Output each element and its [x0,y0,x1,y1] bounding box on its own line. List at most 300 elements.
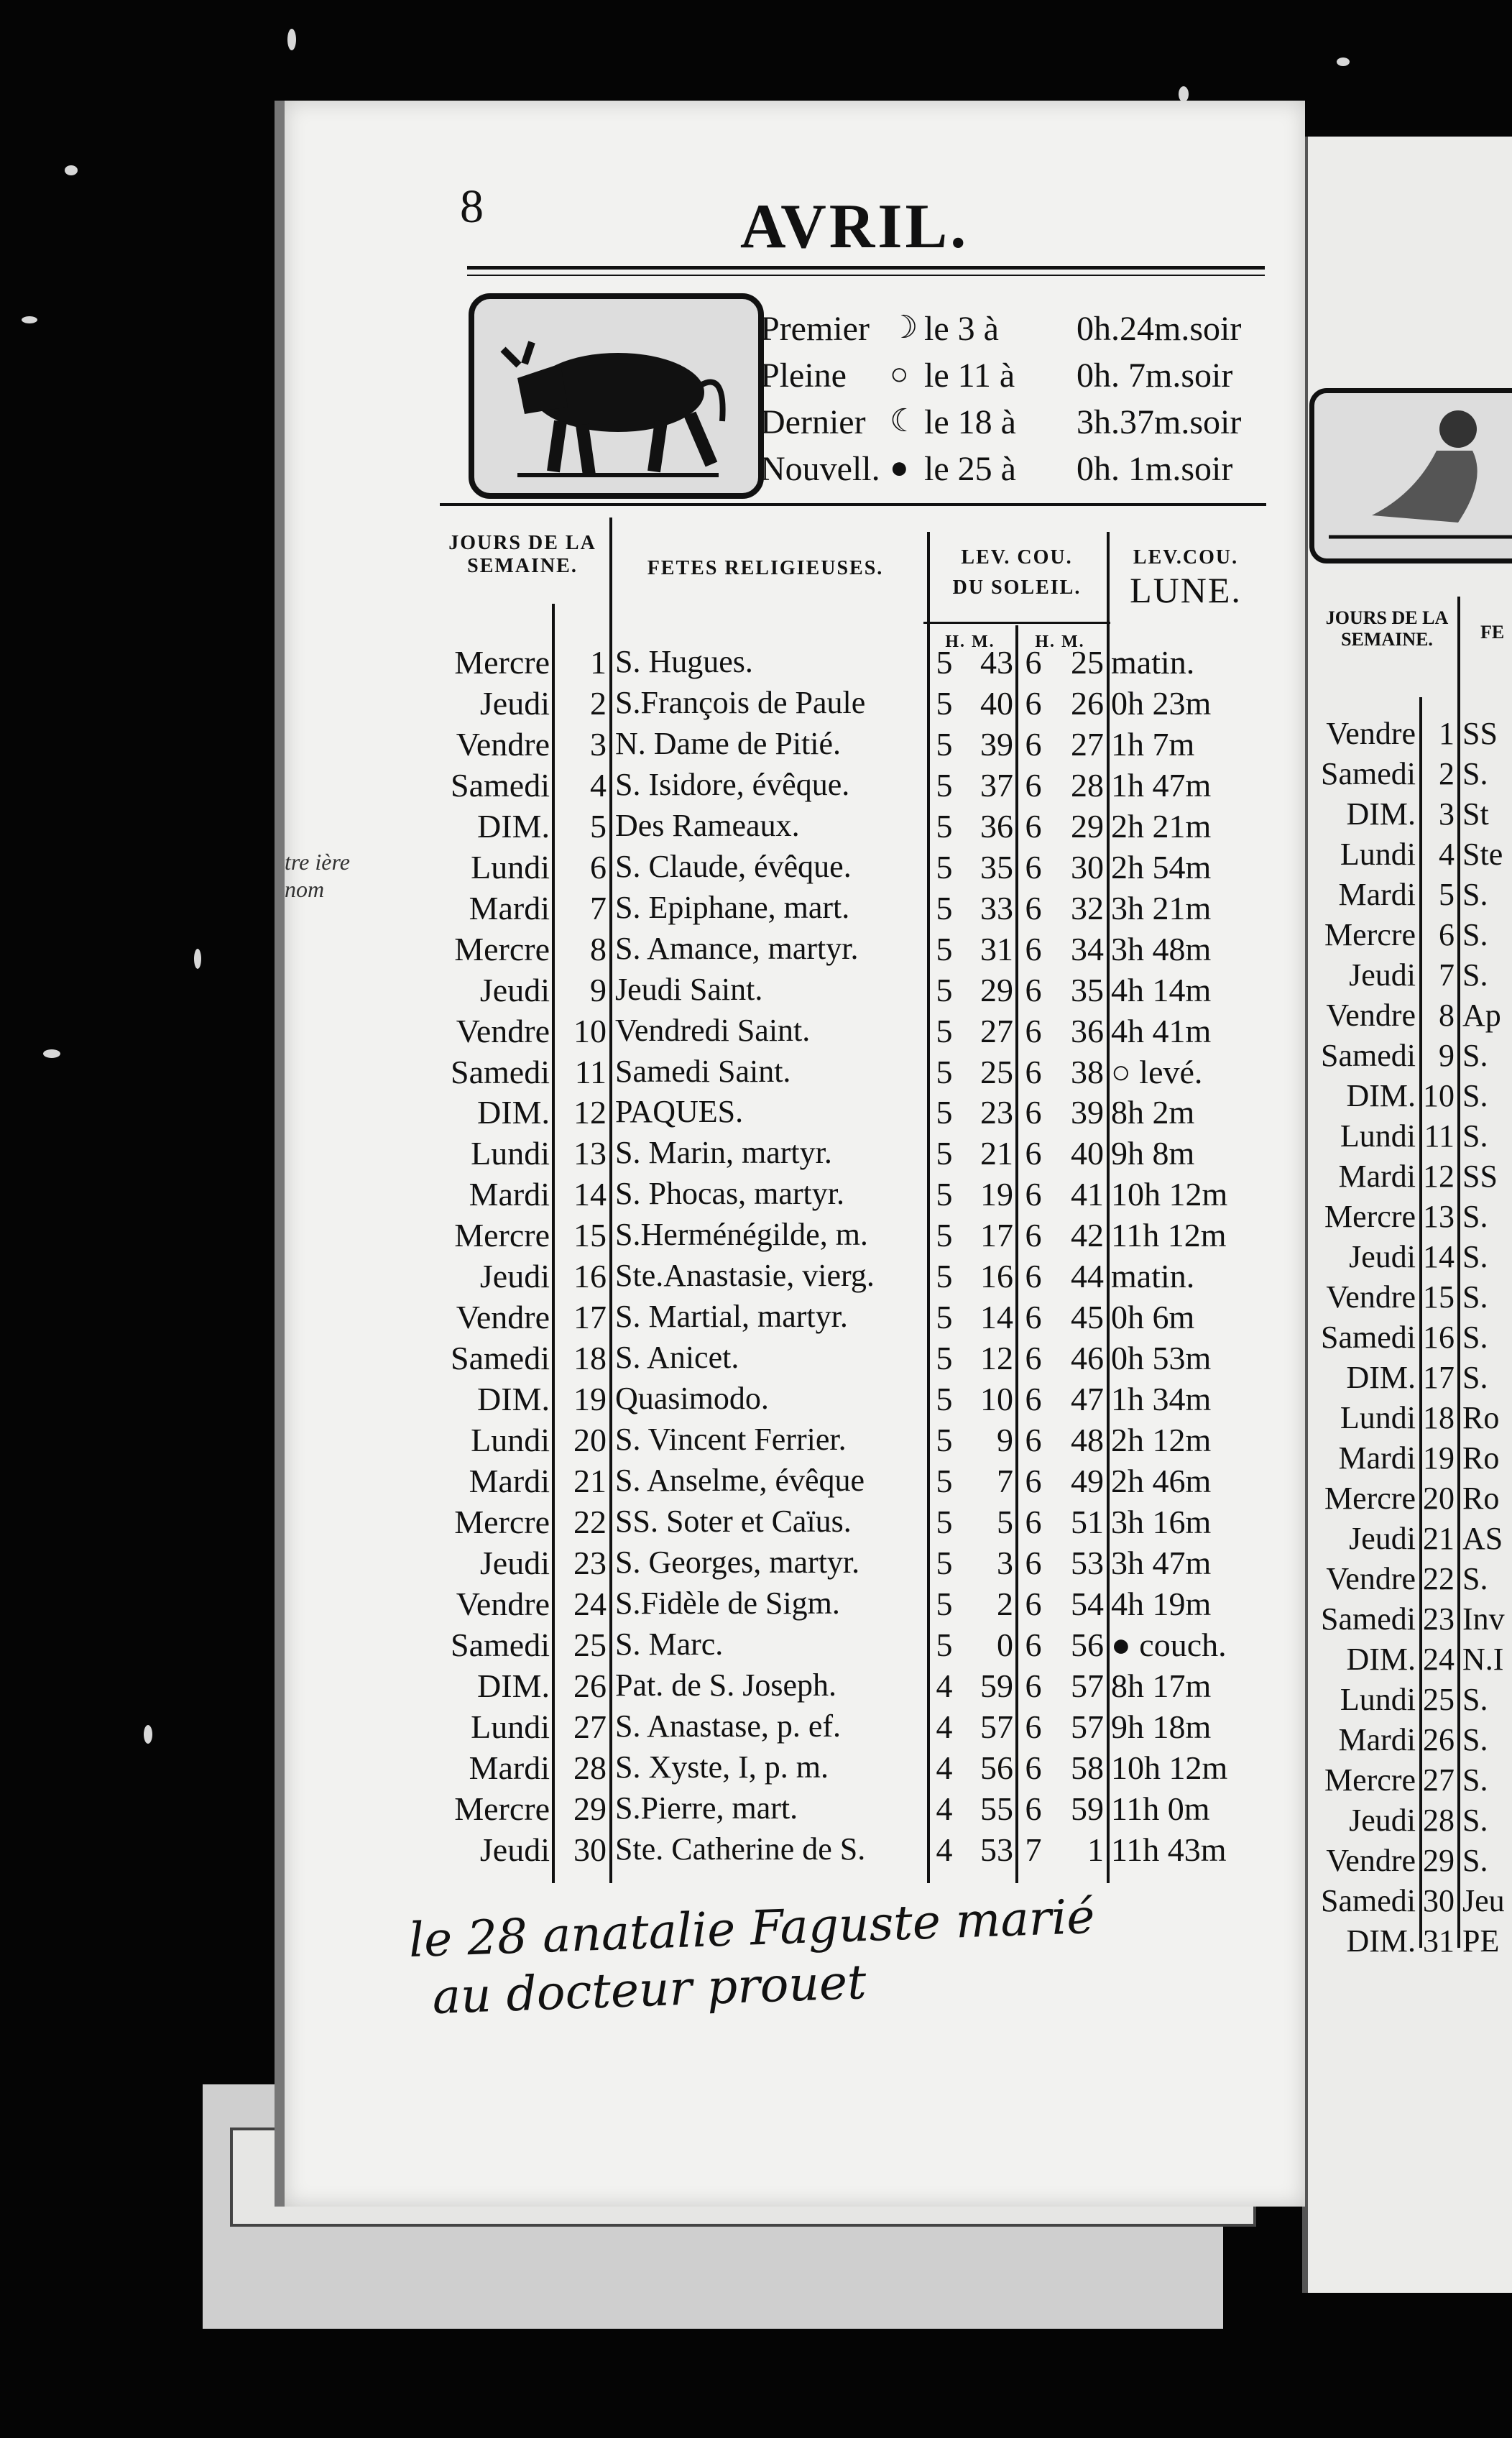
row-moon: 4h 41m [1111,1012,1212,1049]
np-row-fete: S. [1462,957,1488,993]
row-sunrise-hour: 5 [936,1422,953,1459]
phase-name: Nouvell. [760,450,880,488]
row-moon: 1h 47m [1111,766,1212,804]
row-day-number: 4 [590,766,607,804]
row-sunrise-min: 29 [980,971,1013,1008]
row-sunrise-min: 40 [980,684,1013,722]
np-row-fete: Ap [1462,998,1501,1033]
np-row-fete: SS [1462,716,1498,751]
row-sunset-hour: 6 [1025,1258,1042,1295]
row-day-number: 16 [573,1258,607,1295]
row-sunrise-min: 36 [980,807,1013,845]
np-row-fete: PE [1462,1923,1500,1959]
row-sunset-hour: 6 [1025,725,1042,763]
np-row-day: Lundi [1340,837,1416,872]
row-day-number: 3 [590,725,607,763]
row-sunset-min: 53 [1071,1544,1104,1581]
row-day: Mardi [469,889,550,926]
row-day-number: 26 [573,1667,607,1704]
np-row-day: Lundi [1340,1118,1416,1154]
row-day-number: 11 [574,1053,607,1090]
row-day-number: 28 [573,1749,607,1786]
np-row-day: Mercre [1324,917,1416,952]
row-sunset-hour: 6 [1025,1708,1042,1745]
row-day-number: 6 [590,848,607,886]
row-moon: 0h 23m [1111,684,1212,722]
row-moon: 4h 14m [1111,971,1212,1008]
np-row-fete: Ro [1462,1481,1500,1516]
row-day: Jeudi [479,971,550,1008]
row-fete: S. Anastase, p. ef. [615,1708,842,1744]
row-day-number: 25 [573,1626,607,1663]
row-sunset-hour: 6 [1025,1422,1042,1459]
np-row-fete: S. [1462,1239,1488,1274]
table-top-rule [440,503,1266,506]
row-sunrise-hour: 5 [936,971,953,1008]
np-row-number: 8 [1439,998,1455,1033]
row-sunset-hour: 6 [1025,644,1042,681]
row-sunset-hour: 6 [1025,1503,1042,1540]
np-row-day: Mardi [1338,1722,1416,1757]
np-row-number: 12 [1423,1159,1455,1194]
row-fete: S. Hugues. [615,644,753,679]
np-row-fete: S. [1462,756,1488,791]
row-moon: 2h 21m [1111,807,1212,845]
np-row-number: 18 [1423,1400,1455,1435]
row-sunset-min: 56 [1071,1626,1104,1663]
row-sunset-min: 40 [1071,1135,1104,1172]
row-sunrise-min: 56 [980,1749,1013,1786]
np-row-day: DIM. [1346,1642,1416,1677]
np-row-fete: S. [1462,1118,1488,1154]
row-day-number: 21 [573,1463,607,1499]
row-fete: Samedi Saint. [615,1053,791,1089]
row-sunset-min: 42 [1071,1217,1104,1254]
row-sunset-min: 57 [1071,1667,1104,1704]
np-row-number: 31 [1423,1923,1455,1959]
np-row-number: 6 [1439,917,1455,952]
row-day-number: 19 [573,1381,607,1418]
next-page-header [1304,607,1470,650]
np-row-number: 1 [1439,716,1455,751]
row-moon: 3h 48m [1111,930,1212,967]
row-day: Mercre [454,1217,550,1254]
row-day-number: 2 [590,684,607,722]
row-fete: S. Marin, martyr. [615,1135,832,1171]
moon-phase-last [760,402,1263,444]
phase-name: Pleine [760,356,847,395]
np-row-day: Mercre [1324,1762,1416,1798]
np-row-number: 4 [1439,837,1455,872]
row-day: Mercre [454,930,550,967]
row-sunrise-hour: 4 [936,1708,953,1745]
col-header-days-line1: JOURS DE LA [448,532,596,554]
np-row-number: 7 [1439,957,1455,993]
row-sunset-min: 25 [1071,644,1104,681]
np-row-number: 23 [1423,1601,1455,1637]
row-moon: 11h 43m [1111,1831,1227,1868]
row-day: DIM. [477,1667,550,1704]
row-sunrise-hour: 5 [936,1012,953,1049]
row-fete: S.Fidèle de Sigm. [615,1585,840,1621]
row-fete: SS. Soter et Caïus. [615,1503,852,1539]
row-moon: 3h 16m [1111,1503,1212,1540]
phase-date: le 3 à [924,310,999,348]
row-fete: Vendredi Saint. [615,1012,811,1048]
row-day-number: 17 [573,1299,607,1336]
row-sunrise-min: 35 [980,848,1013,886]
row-sunrise-hour: 4 [936,1749,953,1786]
row-day: Samedi [451,1053,550,1090]
row-sunset-min: 58 [1071,1749,1104,1786]
row-sunrise-hour: 5 [936,889,953,926]
header-rule [467,275,1265,276]
row-sunrise-min: 5 [997,1503,1013,1540]
col-header-moon-line2: LUNE. [1130,570,1242,610]
row-fete: S. Vincent Ferrier. [615,1422,847,1458]
row-fete: S. Isidore, évêque. [615,766,850,802]
row-sunset-min: 54 [1071,1585,1104,1622]
row-day: Jeudi [479,1831,550,1868]
np-row-day: DIM. [1346,1360,1416,1395]
column-divider [1107,532,1110,1883]
row-day-number: 20 [573,1422,607,1459]
row-sunset-min: 45 [1071,1299,1104,1336]
header-rule [467,266,1265,270]
np-row-fete: S. [1462,1320,1488,1355]
row-day-number: 18 [573,1340,607,1377]
row-day-number: 23 [573,1544,607,1581]
row-fete: S. Epiphane, mart. [615,889,850,925]
row-sunset-min: 32 [1071,889,1104,926]
background-speck [1179,86,1189,102]
bull-icon [474,299,758,493]
row-sunset-min: 41 [1071,1176,1104,1213]
np-row-number: 17 [1423,1360,1455,1395]
row-moon: 3h 21m [1111,889,1212,926]
row-sunset-hour: 6 [1025,1381,1042,1418]
row-day-number: 14 [573,1176,607,1213]
row-day: Vendre [456,1299,550,1336]
np-row-day: Lundi [1340,1682,1416,1717]
row-sunrise-min: 57 [980,1708,1013,1745]
phase-date: le 11 à [924,356,1015,395]
twins-icon [1314,393,1512,558]
phase-date: le 18 à [924,403,1016,441]
row-day-number: 10 [573,1012,607,1049]
np-row-number: 3 [1439,796,1455,832]
row-sunset-hour: 6 [1025,1299,1042,1336]
row-moon: 4h 19m [1111,1585,1212,1622]
row-day-number: 5 [590,807,607,845]
row-day: Lundi [471,1708,550,1745]
row-sunrise-hour: 5 [936,1626,953,1663]
np-row-fete: N.I [1462,1642,1504,1677]
row-moon: 8h 17m [1111,1667,1212,1704]
row-sunset-min: 27 [1071,725,1104,763]
handwritten-line-1: le 28 anatalie Faguste marié [407,1888,1096,1969]
np-row-number: 20 [1423,1481,1455,1516]
np-row-fete: S. [1462,1561,1488,1596]
row-sunrise-min: 43 [980,644,1013,681]
row-sunset-hour: 6 [1025,1340,1042,1377]
phase-date: le 25 à [924,450,1016,488]
row-day: Mercre [454,1503,550,1540]
np-row-number: 9 [1439,1038,1455,1073]
np-row-fete: S. [1462,1682,1488,1717]
row-sunrise-min: 0 [997,1626,1013,1663]
row-day-number: 15 [573,1217,607,1254]
np-row-fete: S. [1462,1038,1488,1073]
row-sunset-min: 57 [1071,1708,1104,1745]
row-sunrise-min: 53 [980,1831,1013,1868]
row-day: Samedi [451,766,550,804]
row-sunrise-min: 37 [980,766,1013,804]
np-row-day: Vendre [1326,998,1416,1033]
row-sunset-hour: 6 [1025,807,1042,845]
row-day: DIM. [477,1381,550,1418]
row-sunset-hour: 6 [1025,684,1042,722]
row-moon: 9h 8m [1111,1135,1195,1172]
np-row-fete: S. [1462,1078,1488,1113]
row-sunrise-hour: 5 [936,1053,953,1090]
row-fete: S. Amance, martyr. [615,930,859,966]
row-day: Lundi [471,1422,550,1459]
row-moon: matin. [1111,1258,1195,1295]
row-sunrise-min: 10 [980,1381,1013,1418]
row-sunrise-min: 59 [980,1667,1013,1704]
np-row-day: Jeudi [1349,1803,1416,1838]
row-day: Lundi [471,1135,550,1172]
row-sunset-min: 38 [1071,1053,1104,1090]
phase-time: 3h.37m.soir [1077,403,1242,441]
row-fete: PAQUES. [615,1094,744,1130]
row-fete: Ste. Catherine de S. [615,1831,866,1867]
page-number: 8 [460,180,484,233]
row-sunrise-min: 16 [980,1258,1013,1295]
col-header-hm-rise: H. M. [945,632,995,651]
np-row-day: Jeudi [1349,957,1416,993]
col-header-days [440,532,605,578]
row-sunrise-min: 17 [980,1217,1013,1254]
np-row-fete: S. [1462,1803,1488,1838]
row-fete: S.Pierre, mart. [615,1790,798,1826]
row-moon: 2h 12m [1111,1422,1212,1459]
row-sunrise-min: 27 [980,1012,1013,1049]
np-row-day: Samedi [1321,756,1416,791]
background-speck [144,1725,152,1744]
np-row-day: Vendre [1326,1279,1416,1315]
np-row-fete: SS [1462,1159,1498,1194]
phase-time: 0h.24m.soir [1077,310,1242,348]
np-row-number: 28 [1423,1803,1455,1838]
row-sunrise-hour: 5 [936,684,953,722]
row-sunset-hour: 6 [1025,1790,1042,1827]
row-day: Vendre [456,1585,550,1622]
row-sunrise-hour: 4 [936,1790,953,1827]
row-sunset-min: 28 [1071,766,1104,804]
col-header-hm-set: H. M. [1035,632,1085,651]
row-day: Mercre [454,1790,550,1827]
background-speck [1337,58,1350,66]
row-sunrise-min: 33 [980,889,1013,926]
row-sunrise-min: 23 [980,1094,1013,1131]
np-row-day: Vendre [1326,1561,1416,1596]
row-sunrise-hour: 5 [936,1463,953,1499]
row-sunrise-hour: 5 [936,1094,953,1131]
taurus-bull-illustration [469,293,764,499]
np-row-number: 30 [1423,1883,1455,1918]
np-row-fete: Ro [1462,1400,1500,1435]
row-sunset-min: 29 [1071,807,1104,845]
row-day: DIM. [477,807,550,845]
row-moon: 2h 54m [1111,848,1212,886]
np-row-number: 25 [1423,1682,1455,1717]
row-fete: Jeudi Saint. [615,971,763,1007]
row-sunrise-hour: 5 [936,725,953,763]
col-header-sun-line2: DU SOLEIL. [952,576,1082,599]
np-row-number: 5 [1439,877,1455,912]
row-sunset-min: 34 [1071,930,1104,967]
row-sunrise-hour: 5 [936,848,953,886]
np-row-day: DIM. [1346,1923,1416,1959]
row-fete: S. Phocas, martyr. [615,1176,844,1212]
moon-phase-new [760,449,1263,491]
handwritten-line-2: au docteur prouet [431,1954,867,2025]
row-sunrise-min: 12 [980,1340,1013,1377]
np-row-number: 24 [1423,1642,1455,1677]
row-sunset-hour: 6 [1025,1544,1042,1581]
col-header-days-line2: SEMAINE. [467,555,578,577]
row-sunrise-min: 31 [980,930,1013,967]
row-day: DIM. [477,1094,550,1131]
np-row-number: 27 [1423,1762,1455,1798]
row-moon: matin. [1111,644,1195,681]
row-sunset-min: 59 [1071,1790,1104,1827]
row-moon: 9h 18m [1111,1708,1212,1745]
header-bottom-rule [923,622,1110,624]
phase-time: 0h. 7m.soir [1077,356,1233,395]
np-row-fete: S. [1462,877,1488,912]
row-sunrise-hour: 5 [936,1299,953,1336]
np-row-day: Mardi [1338,1440,1416,1476]
row-day-number: 9 [590,971,607,1008]
phase-name: Dernier [760,403,866,441]
row-day: Mercre [454,644,550,681]
row-sunset-min: 48 [1071,1422,1104,1459]
row-sunrise-hour: 4 [936,1667,953,1704]
row-fete: S. Xyste, I, p. m. [615,1749,829,1785]
row-sunrise-hour: 5 [936,766,953,804]
np-row-number: 16 [1423,1320,1455,1355]
np-row-fete: St [1462,796,1489,832]
np-row-day: Lundi [1340,1400,1416,1435]
first-quarter-icon: ☽ [890,310,918,345]
row-sunrise-hour: 5 [936,1381,953,1418]
row-moon: 0h 53m [1111,1340,1212,1377]
row-moon: 11h 12m [1111,1217,1227,1254]
np-row-day: Samedi [1321,1038,1416,1073]
phase-time: 0h. 1m.soir [1077,450,1233,488]
row-day: Mardi [469,1749,550,1786]
row-day: Vendre [456,1012,550,1049]
row-sunset-hour: 6 [1025,1094,1042,1131]
next-page-header-col: FE [1480,622,1505,643]
np-row-fete: Ste [1462,837,1503,872]
np-row-number: 26 [1423,1722,1455,1757]
row-day: Samedi [451,1626,550,1663]
row-sunset-hour: 6 [1025,1135,1042,1172]
row-day: Jeudi [479,1258,550,1295]
row-sunset-hour: 6 [1025,1053,1042,1090]
full-moon-icon: ○ [890,356,909,392]
month-title: AVRIL. [740,192,969,262]
np-row-number: 15 [1423,1279,1455,1315]
row-sunrise-min: 39 [980,725,1013,763]
next-page-header-line2: SEMAINE. [1341,629,1433,650]
row-sunrise-min: 2 [997,1585,1013,1622]
row-fete: Des Rameaux. [615,807,800,843]
row-moon: 0h 6m [1111,1299,1195,1336]
row-sunrise-hour: 5 [936,1135,953,1172]
np-row-day: DIM. [1346,1078,1416,1113]
row-sunset-min: 1 [1087,1831,1104,1868]
row-day-number: 13 [573,1135,607,1172]
background-speck [194,949,201,969]
row-moon: 1h 7m [1111,725,1195,763]
row-sunset-hour: 6 [1025,1176,1042,1213]
row-fete: S. Anicet. [615,1340,739,1376]
np-row-number: 29 [1423,1843,1455,1878]
row-fete: S. Marc. [615,1626,724,1662]
row-fete: Ste.Anastasie, vierg. [615,1258,875,1294]
row-fete: N. Dame de Pitié. [615,725,842,761]
row-day-number: 24 [573,1585,607,1622]
row-sunrise-hour: 5 [936,1585,953,1622]
row-fete: S. Anselme, évêque [615,1463,865,1498]
np-row-fete: S. [1462,1762,1488,1798]
row-sunset-hour: 6 [1025,848,1042,886]
row-day: Vendre [456,725,550,763]
row-sunset-hour: 6 [1025,1585,1042,1622]
row-sunset-min: 26 [1071,684,1104,722]
column-divider [1015,625,1018,1883]
moon-phase-full [760,356,1263,397]
row-sunrise-min: 21 [980,1135,1013,1172]
row-fete: S.Herménégilde, m. [615,1217,868,1253]
np-row-number: 2 [1439,756,1455,791]
next-page-header-line1: JOURS DE LA [1325,607,1449,628]
row-sunrise-min: 3 [997,1544,1013,1581]
row-fete: S.François de Paule [615,684,866,720]
col-header-sun [927,546,1107,599]
np-row-fete: S. [1462,1360,1488,1395]
row-sunrise-hour: 5 [936,644,953,681]
row-sunrise-hour: 5 [936,1176,953,1213]
np-row-day: Mardi [1338,1159,1416,1194]
row-sunrise-min: 25 [980,1053,1013,1090]
row-sunset-min: 39 [1071,1094,1104,1131]
new-moon-icon: ● [890,450,909,485]
next-page-divider [1419,697,1422,1948]
np-row-day: Vendre [1326,716,1416,751]
np-row-fete: Ro [1462,1440,1500,1476]
row-sunset-hour: 6 [1025,971,1042,1008]
np-row-number: 14 [1423,1239,1455,1274]
row-day-number: 27 [573,1708,607,1745]
row-day-number: 29 [573,1790,607,1827]
np-row-number: 11 [1424,1118,1455,1154]
